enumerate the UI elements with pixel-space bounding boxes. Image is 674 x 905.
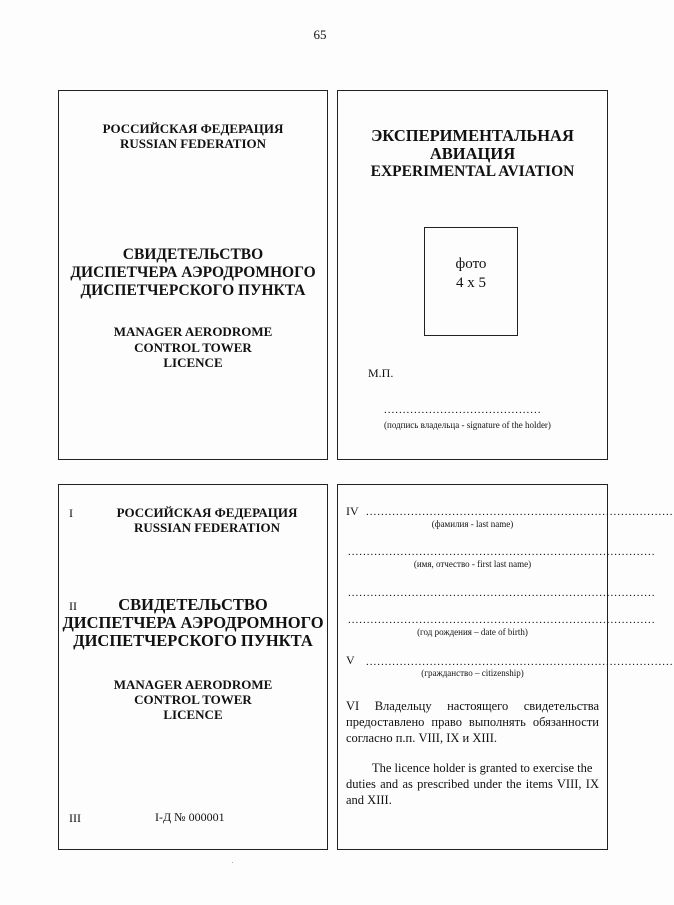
licence-number: I-Д № 000001: [155, 810, 225, 824]
section-number-iv: IV: [346, 504, 359, 518]
date-of-birth-caption: (год рождения – date of birth): [417, 627, 528, 637]
org-name-ru: РОССИЙСКАЯ ФЕДЕРАЦИЯ: [102, 121, 284, 136]
org-name-en: RUSSIAN FEDERATION: [133, 520, 281, 535]
title-ru-line2: ДИСПЕТЧЕРА АЭРОДРОМНОГО: [70, 264, 316, 281]
title-ru-line3: ДИСПЕТЧЕРСКОГО ПУНКТА: [80, 282, 306, 299]
title-en-line3: LICENCE: [163, 707, 223, 722]
title-en-line1: MANAGER AERODROME: [113, 677, 273, 692]
photo-label: фото: [455, 256, 487, 272]
title-en-line3: LICENCE: [163, 355, 223, 370]
holder-details-page: [337, 484, 674, 850]
licence-photo-card: [337, 90, 608, 460]
photo-size: 4 х 5: [456, 275, 486, 291]
scan-speck: [232, 862, 233, 863]
title-ru-line3: ДИСПЕТЧЕРСКОГО ПУНКТА: [73, 631, 313, 650]
date-of-birth-line-2: ..................................................................................: [348, 614, 656, 626]
citizenship-caption: (гражданство – citizenship): [421, 668, 524, 678]
org-name-en: RUSSIAN FEDERATION: [119, 136, 267, 151]
licence-title-page: [58, 484, 328, 850]
title-en-line1: MANAGER AERODROME: [113, 324, 273, 339]
title-ru-line1: СВИДЕТЕЛЬСТВО: [118, 595, 268, 614]
date-of-birth-line-1: ..................................................................................: [348, 587, 656, 599]
page-number: 65: [313, 27, 327, 42]
title-ru-line1: СВИДЕТЕЛЬСТВО: [122, 246, 264, 263]
first-name-line: ..................................................................................: [348, 546, 656, 558]
signature-caption: (подпись владельца - signature of the holder): [384, 420, 551, 430]
heading-ru-line2: АВИАЦИЯ: [429, 144, 516, 163]
licence-cover-card: [58, 90, 328, 460]
section-number-v: V: [346, 653, 355, 667]
rights-en-line1: The licence holder is granted to exercise the: [372, 761, 593, 775]
section-number-i: I: [69, 506, 73, 520]
title-en-line2: CONTROL TOWER: [134, 692, 252, 707]
signature-line: ..........................................: [384, 404, 542, 416]
rights-ru-line2: предоставлено право выполнять обязанности: [346, 715, 599, 729]
last-name-caption: (фамилия - last name): [431, 519, 514, 529]
heading-en: EXPERIMENTAL AVIATION: [370, 163, 575, 180]
section-number-ii: II: [69, 599, 77, 613]
title-ru-line2: ДИСПЕТЧЕРА АЭРОДРОМНОГО: [62, 613, 324, 632]
photo-placeholder: [424, 227, 518, 336]
stamp-place: М.П.: [368, 366, 394, 380]
section-number-iii: III: [69, 811, 81, 825]
citizenship-line: ..................................................................................: [366, 656, 674, 668]
first-name-caption: (имя, отчество - first last name): [413, 559, 532, 569]
rights-ru-line3: согласно п.п. VIII, IX и XIII.: [346, 731, 497, 745]
rights-ru-line1: VI Владельцу настоящего свидетельства: [346, 699, 599, 713]
org-name-ru: РОССИЙСКАЯ ФЕДЕРАЦИЯ: [116, 505, 298, 520]
rights-en-line3: and XIII.: [346, 793, 392, 807]
title-en-line2: CONTROL TOWER: [134, 340, 252, 355]
heading-ru-line1: ЭКСПЕРИМЕНТАЛЬНАЯ: [371, 126, 574, 145]
last-name-line: ..................................................................................: [366, 506, 674, 518]
rights-en-line2: duties and as prescribed under the items VIII, IX: [346, 777, 599, 791]
rights-paragraph-en: [346, 760, 599, 808]
rights-paragraph-ru: [346, 698, 599, 746]
